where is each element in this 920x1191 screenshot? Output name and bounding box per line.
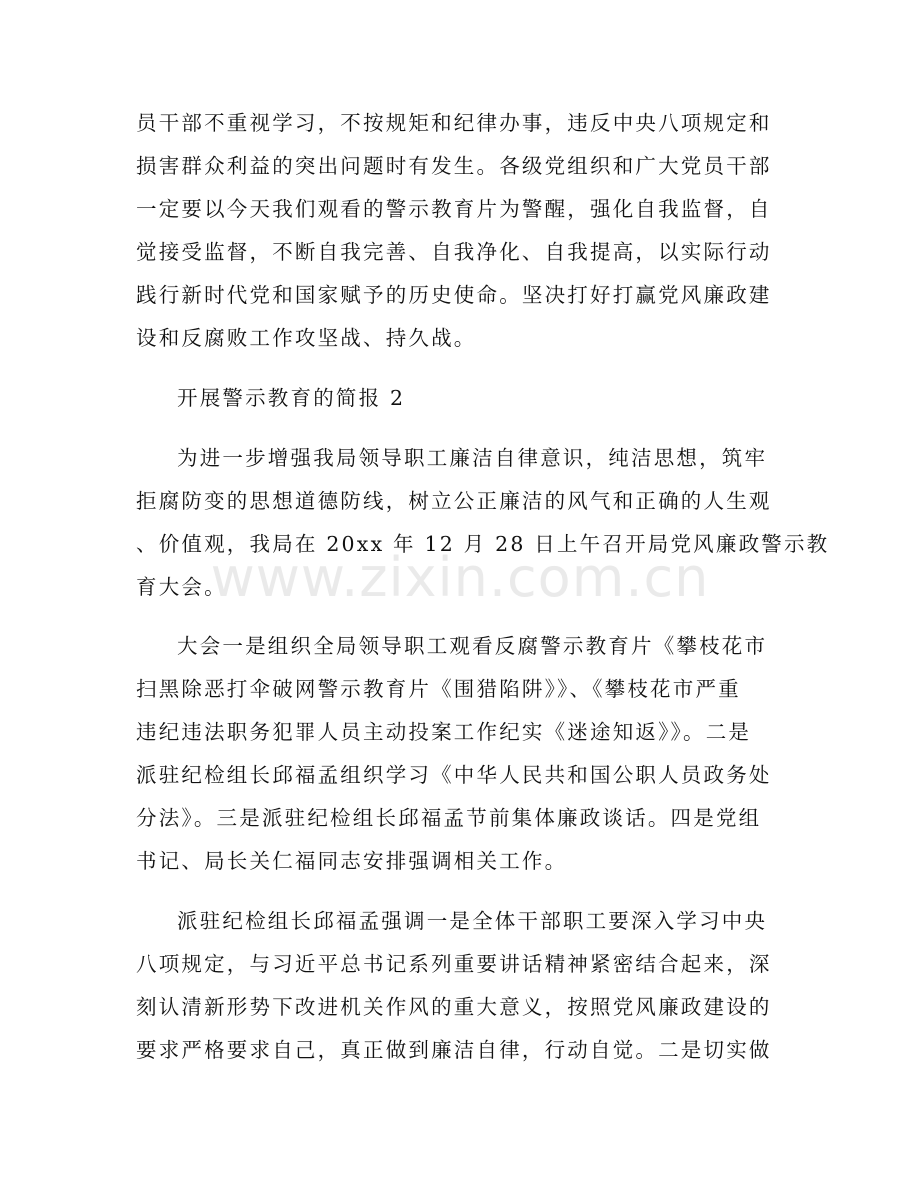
text-line: 扫黑除恶打伞破网警示教育片《围猎陷阱》》、《攀枝花市严重 bbox=[136, 677, 741, 701]
text-line: 育大会。 bbox=[136, 575, 227, 599]
text-line: 觉接受监督，不断自我完善、自我净化、自我提高，以实际行动 bbox=[136, 240, 772, 264]
text-line: 一定要以今天我们观看的警示教育片为警醒，强化自我监督，自 bbox=[136, 197, 772, 221]
text-line: 为进一步增强我局领导职工廉洁自律意识，纯洁思想，筑牢 bbox=[177, 446, 768, 470]
text-line: 践行新时代党和国家赋予的历史使命。坚决打好打赢党风廉政建 bbox=[136, 283, 772, 307]
text-line: 设和反腐败工作攻坚战、持久战。 bbox=[136, 326, 477, 350]
text-line: 员干部不重视学习，不按规矩和纪律办事，违反中央八项规定和 bbox=[136, 111, 772, 135]
text-line: 书记、局长关仁福同志安排强调相关工作。 bbox=[136, 849, 568, 873]
text-line: 拒腐防变的思想道德防线，树立公正廉洁的风气和正确的人生观 bbox=[136, 489, 772, 513]
text-line: 损害群众利益的突出问题时有发生。各级党组织和广大党员干部 bbox=[136, 154, 772, 178]
watermark: www.zixin.com.cn bbox=[210, 546, 710, 609]
text-line: 违纪违法职务犯罪人员主动投案工作纪实《迷途知返》》。二是 bbox=[136, 720, 752, 744]
section-heading: 开展警示教育的简报 2 bbox=[177, 386, 406, 410]
text-line: 派驻纪检组长邱福孟组织学习《中华人民共和国公职人员政务处 bbox=[136, 763, 772, 787]
text-line: 八项规定，与习近平总书记系列重要讲话精神紧密结合起来，深 bbox=[136, 952, 772, 976]
text-line: 派驻纪检组长邱福孟强调一是全体干部职工要深入学习中央 bbox=[177, 909, 768, 933]
text-line: 要求严格要求自己，真正做到廉洁自律，行动自觉。二是切实做 bbox=[136, 1038, 772, 1062]
text-line: 大会一是组织全局领导职工观看反腐警示教育片《攀枝花市 bbox=[177, 634, 768, 658]
text-line: 、价值观，我局在 20xx 年 12 月 28 日上午召开局党风廉政警示教 bbox=[136, 532, 830, 556]
text-line: 刻认清新形势下改进机关作风的重大意义，按照党风廉政建设的 bbox=[136, 995, 772, 1019]
text-line: 分法》。三是派驻纪检组长邱福孟节前集体廉政谈话。四是党组 bbox=[136, 806, 762, 830]
